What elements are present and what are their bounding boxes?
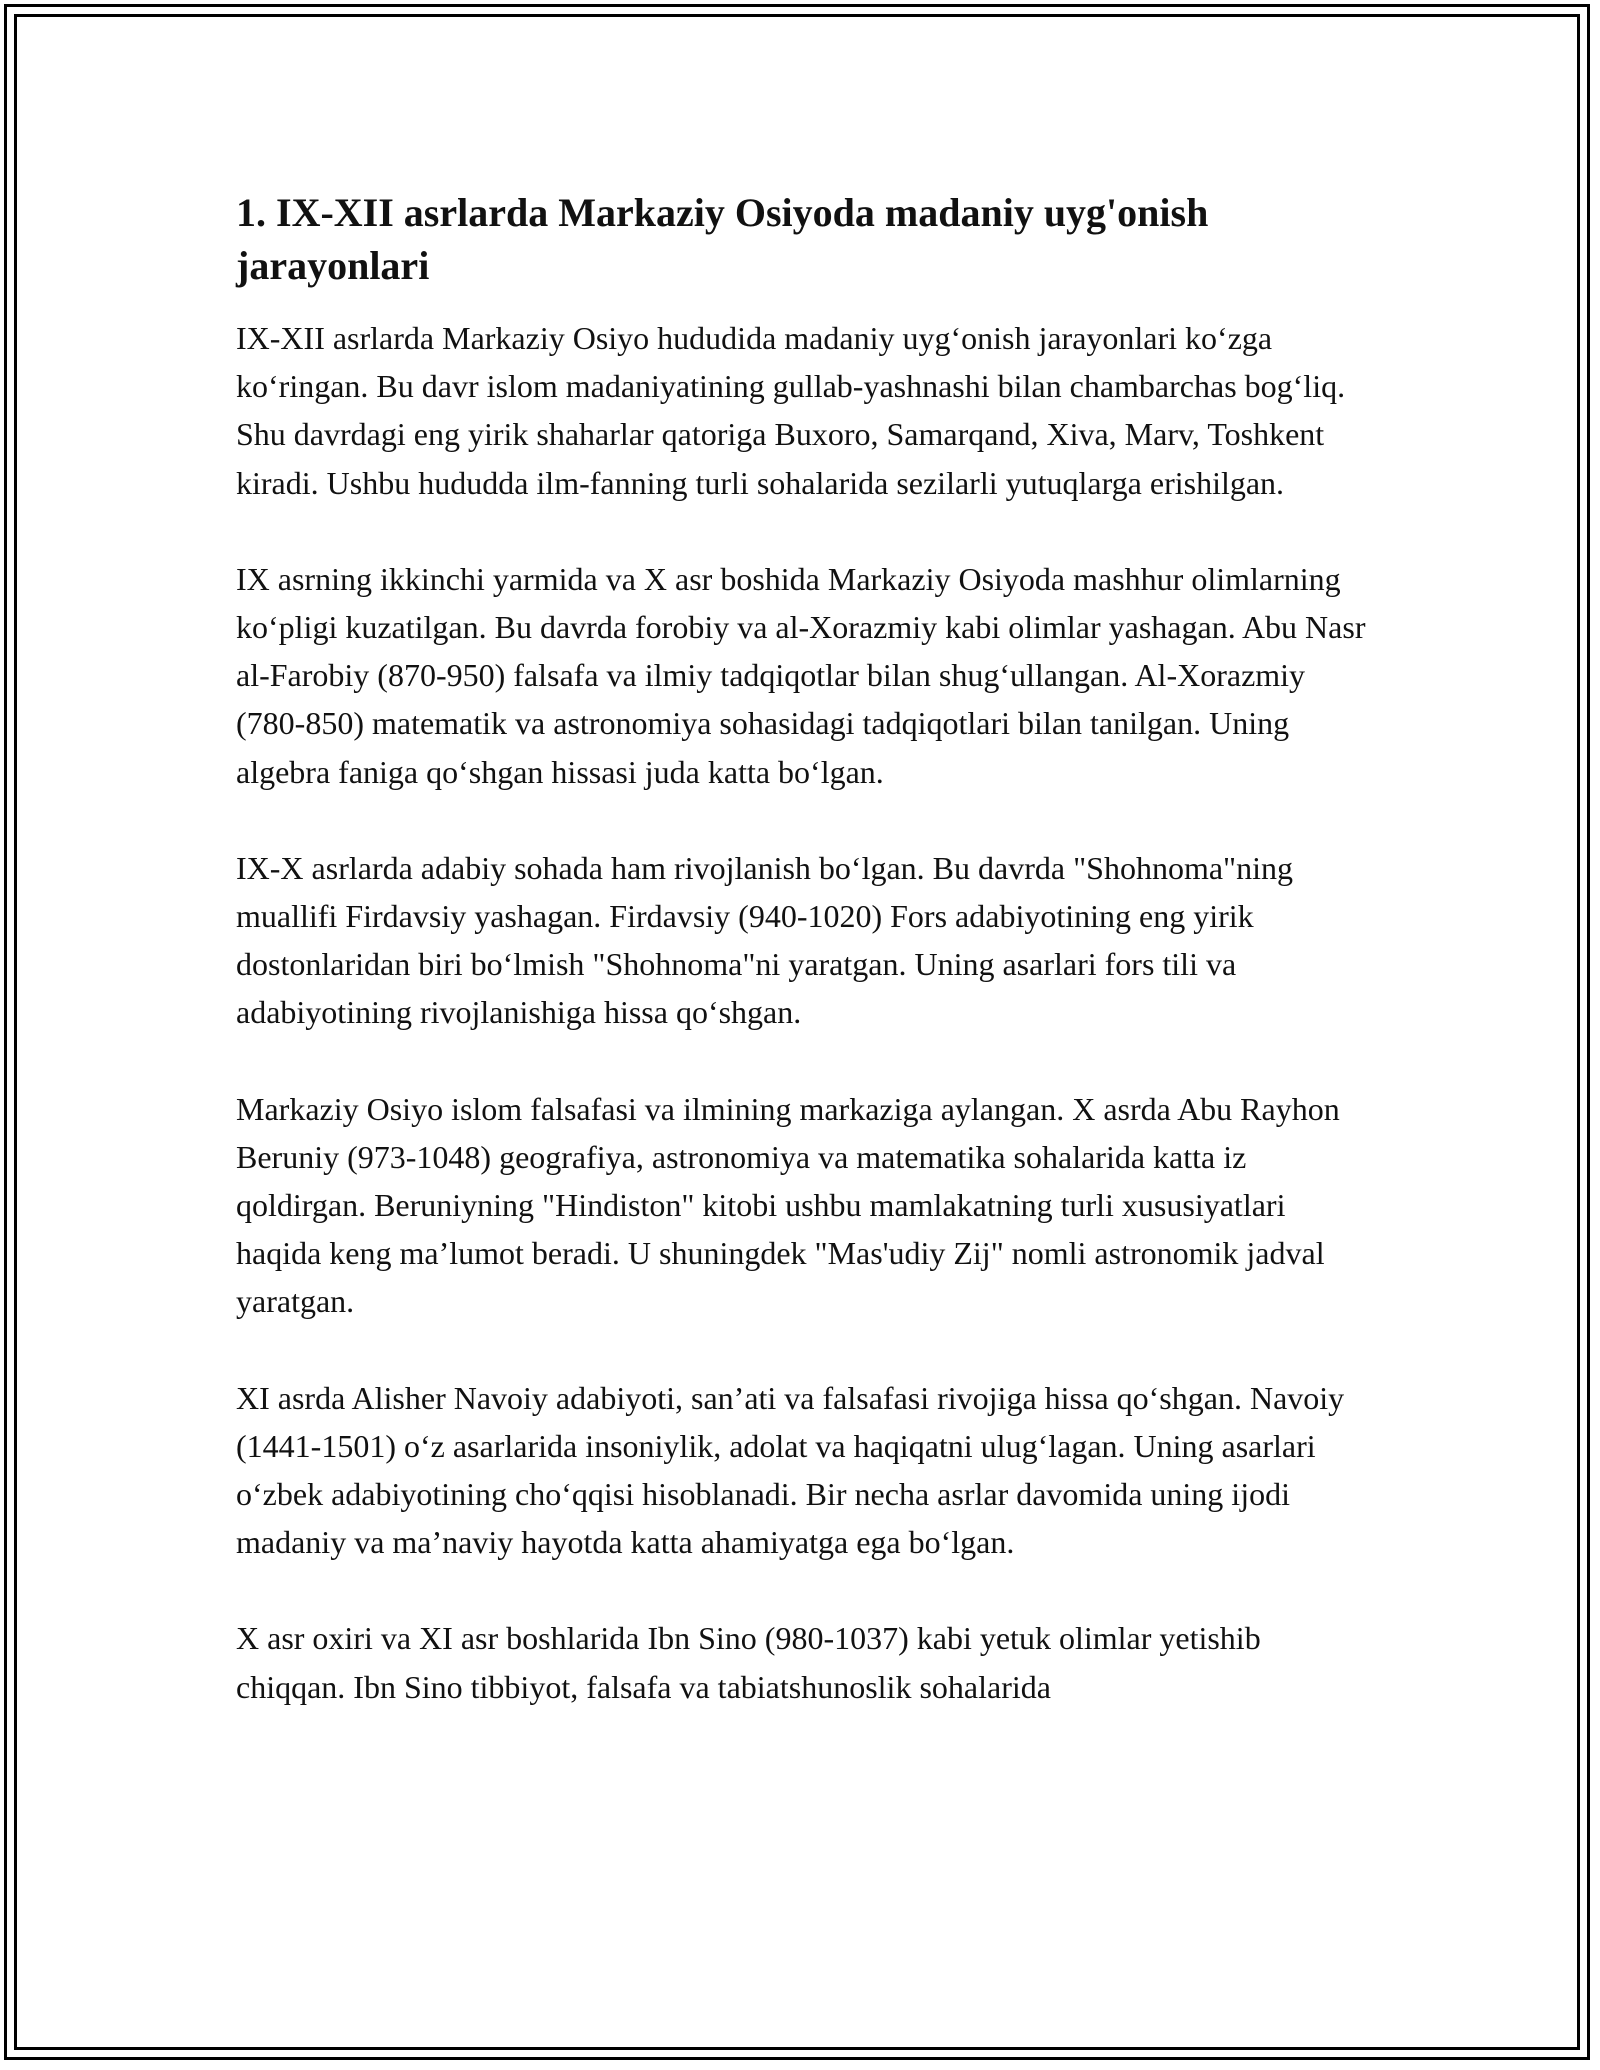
paragraph-scholars: IX asrning ikkinchi yarmida va X asr boshida Markaziy Osiyoda mashhur olimlarning ko‘pligi kuzatilgan. Bu davrda forobiy va al-Xorazmiy kabi olimlar yashagan. Abu Nasr al-Farobiy (870-950) falsafa va ilmiy tadqiqotlar bilan shug‘ullangan. Al-Xorazmiy (780-850) matematik va astronomiya sohasidagi tadqiqotlari bilan tanilgan. Uning algebra faniga qo‘shgan hissasi juda katta bo‘lgan. [236,560,1366,790]
section-heading: 1. IX-XII asrlarda Markaziy Osiyoda madaniy uyg'onish jarayonlari [236,190,1209,288]
paragraph-navoiy: XI asrda Alisher Navoiy adabiyoti, san’ati va falsafasi rivojiga hissa qo‘shgan. Navoiy (1441-1501) o‘z asarlarida insoniylik, adolat va haqiqatni ulug‘lagan. Uning asarlari o‘zbek adabiyotining cho‘qqisi hisoblanadi. Bir necha asrlar davomida uning ijodi madaniy va ma’naviy hayotda katta ahamiyatga ega bo‘lgan. [236,1379,1345,1561]
paragraph-cultural-renaissance: IX-XII asrlarda Markaziy Osiyo hududida madaniy uyg‘onish jarayonlari ko‘zga ko‘ringan. Bu davr islom madaniyatining gullab-yashnashi bilan chambarchas bog‘liq. Shu davrdagi eng yirik shaharlar qatoriga Buxoro, Samarqand, Xiva, Marv, Toshkent kiradi. Ushbu hududda ilm-fanning turli sohalarida sezilarli yutuqlarga erishilgan. [236,320,1346,501]
paragraph-literature: IX-X asrlarda adabiy sohada ham rivojlanish bo‘lgan. Bu davrda "Shohnoma"ning muallifi Firdavsiy yashagan. Firdavsiy (940-1020) Fors adabiyotining eng yirik dostonlaridan biri bo‘lmish "Shohnoma"ni yaratgan. Uning asarlari fors tili va adabiyotining rivojlanishiga hissa qo‘shgan. [236,849,1293,1031]
paragraph-beruniy: Markaziy Osiyo islom falsafasi va ilmining markaziga aylangan. X asrda Abu Rayhon Beruniy (973-1048) geografiya, astronomiya va matematika sohalarida katta iz qoldirgan. Beruniyning "Hindiston" kitobi ushbu mamlakatning turli xususiyatlari haqida keng ma’lumot beradi. U shuningdek "Mas'udiy Zij" nomli astronomik jadval yaratgan. [236,1090,1340,1320]
paragraph-ibn-sino: X asr oxiri va XI asr boshlarida Ibn Sino (980-1037) kabi yetuk olimlar yetishib chiqqan. Ibn Sino tibbiyot, falsafa va tabiatshunoslik sohalarida [236,1620,1261,1705]
document-body [236,186,1366,1711]
